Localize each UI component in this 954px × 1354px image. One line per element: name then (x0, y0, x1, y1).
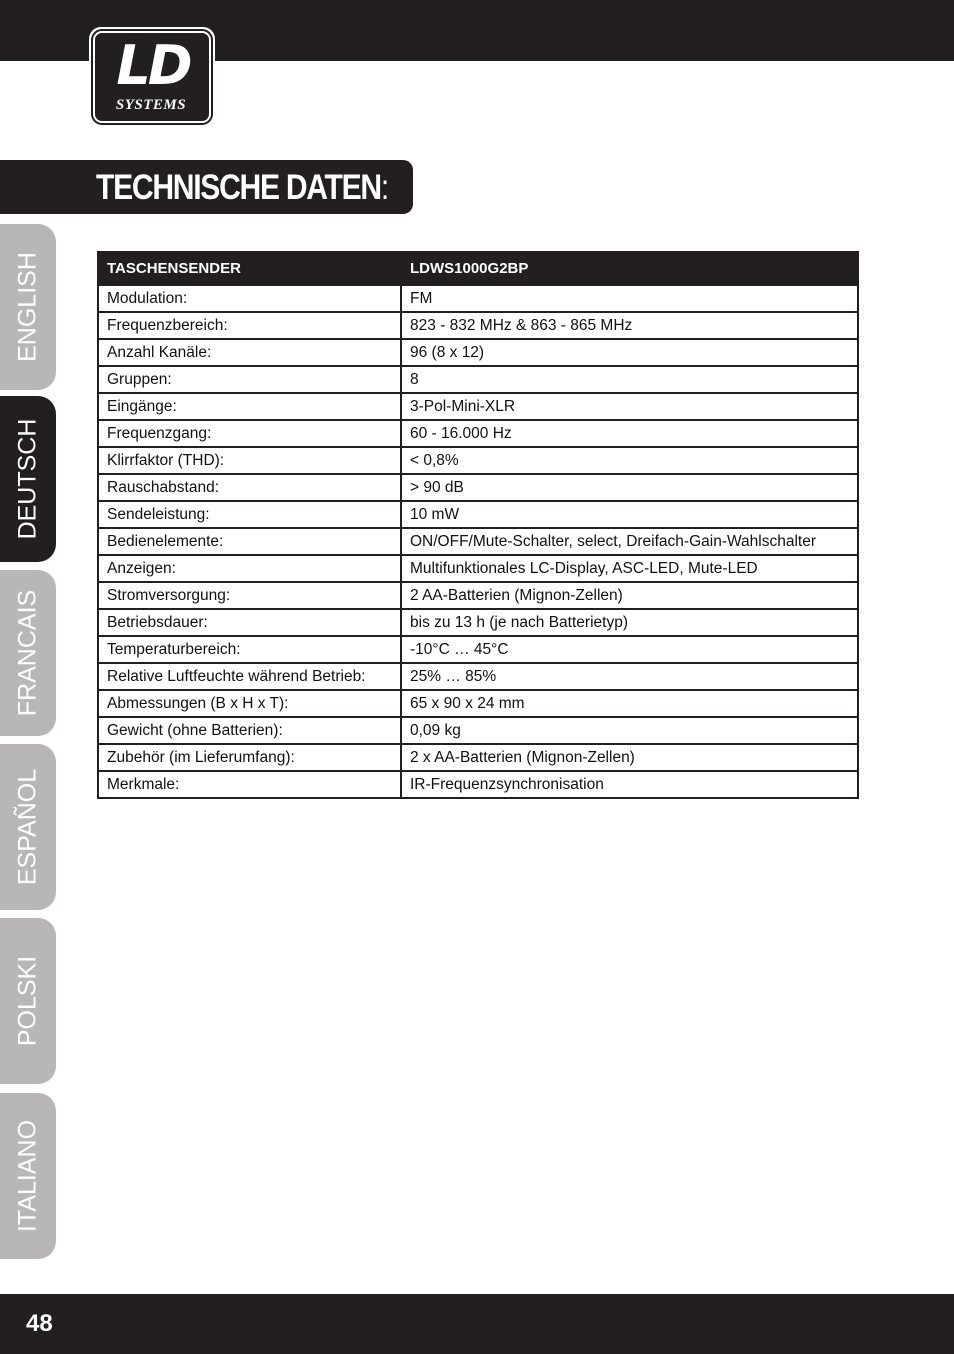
table-row (98, 717, 858, 744)
spec-label-cell: Bedienelemente: (98, 528, 401, 555)
language-tab-francais[interactable] (0, 570, 56, 736)
page-title-text: TECHNISCHE DATEN (96, 168, 381, 207)
spec-label-cell: Modulation: (98, 285, 401, 312)
language-tab-label: FRANCAIS (13, 589, 42, 717)
logo-main-text: LD (116, 34, 190, 97)
language-tab-label: DEUTSCH (13, 418, 42, 540)
spec-label-cell: Eingänge: (98, 393, 401, 420)
table-row (98, 528, 858, 555)
spec-label-cell: Anzeigen: (98, 555, 401, 582)
language-tab-label: ESPAÑOL (13, 768, 42, 886)
table-row (98, 609, 858, 636)
spec-table-body (98, 285, 858, 798)
spec-value-cell: 0,09 kg (401, 717, 858, 744)
spec-value-cell: 823 - 832 MHz & 863 - 865 MHz (401, 312, 858, 339)
table-row (98, 771, 858, 798)
spec-value-cell: > 90 dB (401, 474, 858, 501)
table-row (98, 501, 858, 528)
spec-value-cell: 3-Pol-Mini-XLR (401, 393, 858, 420)
page-title-colon: : (380, 168, 388, 207)
ld-systems-logo (89, 27, 215, 127)
spec-header-label: TASCHENSENDER (98, 252, 401, 285)
table-row (98, 582, 858, 609)
spec-label-cell: Rauschabstand: (98, 474, 401, 501)
language-tab-italiano[interactable] (0, 1093, 56, 1259)
spec-value-cell: bis zu 13 h (je nach Batterietyp) (401, 609, 858, 636)
spec-value-cell: 96 (8 x 12) (401, 339, 858, 366)
spec-label-cell: Sendeleistung: (98, 501, 401, 528)
table-row (98, 285, 858, 312)
spec-table (97, 251, 859, 799)
spec-label-cell: Frequenzbereich: (98, 312, 401, 339)
spec-label-cell: Temperaturbereich: (98, 636, 401, 663)
spec-label-cell: Betriebsdauer: (98, 609, 401, 636)
spec-value-cell: 8 (401, 366, 858, 393)
spec-value-cell: 2 AA-Batterien (Mignon-Zellen) (401, 582, 858, 609)
table-row (98, 663, 858, 690)
spec-label-cell: Frequenzgang: (98, 420, 401, 447)
spec-value-cell: 2 x AA-Batterien (Mignon-Zellen) (401, 744, 858, 771)
spec-value-cell: Multifunktionales LC-Display, ASC-LED, Mute-LED (401, 555, 858, 582)
table-row (98, 420, 858, 447)
table-row (98, 690, 858, 717)
spec-label-cell: Gewicht (ohne Batterien): (98, 717, 401, 744)
language-tab-english[interactable] (0, 224, 56, 390)
spec-value-cell: -10°C … 45°C (401, 636, 858, 663)
page-title (96, 168, 388, 208)
spec-label-cell: Relative Luftfeuchte während Betrieb: (98, 663, 401, 690)
table-row (98, 339, 858, 366)
spec-value-cell: 65 x 90 x 24 mm (401, 690, 858, 717)
spec-value-cell: < 0,8% (401, 447, 858, 474)
spec-value-cell: 10 mW (401, 501, 858, 528)
language-tab-label: POLSKI (13, 955, 42, 1047)
table-row (98, 312, 858, 339)
spec-value-cell: FM (401, 285, 858, 312)
spec-value-cell: ON/OFF/Mute-Schalter, select, Dreifach-Gain-Wahlschalter (401, 528, 858, 555)
table-row (98, 366, 858, 393)
bottom-bar (0, 1294, 954, 1354)
page-number: 48 (26, 1310, 53, 1337)
language-tab-español[interactable] (0, 744, 56, 910)
spec-label-cell: Gruppen: (98, 366, 401, 393)
language-tab-label: ITALIANO (13, 1119, 42, 1233)
spec-value-cell: 25% … 85% (401, 663, 858, 690)
logo-badge (93, 31, 211, 123)
table-row (98, 636, 858, 663)
spec-label-cell: Abmessungen (B x H x T): (98, 690, 401, 717)
table-row (98, 474, 858, 501)
logo-sub-text: SYSTEMS (115, 97, 187, 113)
spec-label-cell: Anzahl Kanäle: (98, 339, 401, 366)
language-tab-polski[interactable] (0, 918, 56, 1084)
spec-label-cell: Merkmale: (98, 771, 401, 798)
spec-header-value: LDWS1000G2BP (401, 252, 858, 285)
table-row (98, 744, 858, 771)
spec-value-cell: IR-Frequenzsynchronisation (401, 771, 858, 798)
table-row (98, 393, 858, 420)
spec-label-cell: Klirrfaktor (THD): (98, 447, 401, 474)
language-tab-label: ENGLISH (13, 252, 42, 362)
spec-value-cell: 60 - 16.000 Hz (401, 420, 858, 447)
spec-table-header-row (98, 252, 858, 285)
spec-label-cell: Stromversorgung: (98, 582, 401, 609)
table-row (98, 447, 858, 474)
language-tab-deutsch[interactable] (0, 396, 56, 562)
table-row (98, 555, 858, 582)
spec-label-cell: Zubehör (im Lieferumfang): (98, 744, 401, 771)
section-title-bar (0, 160, 413, 214)
